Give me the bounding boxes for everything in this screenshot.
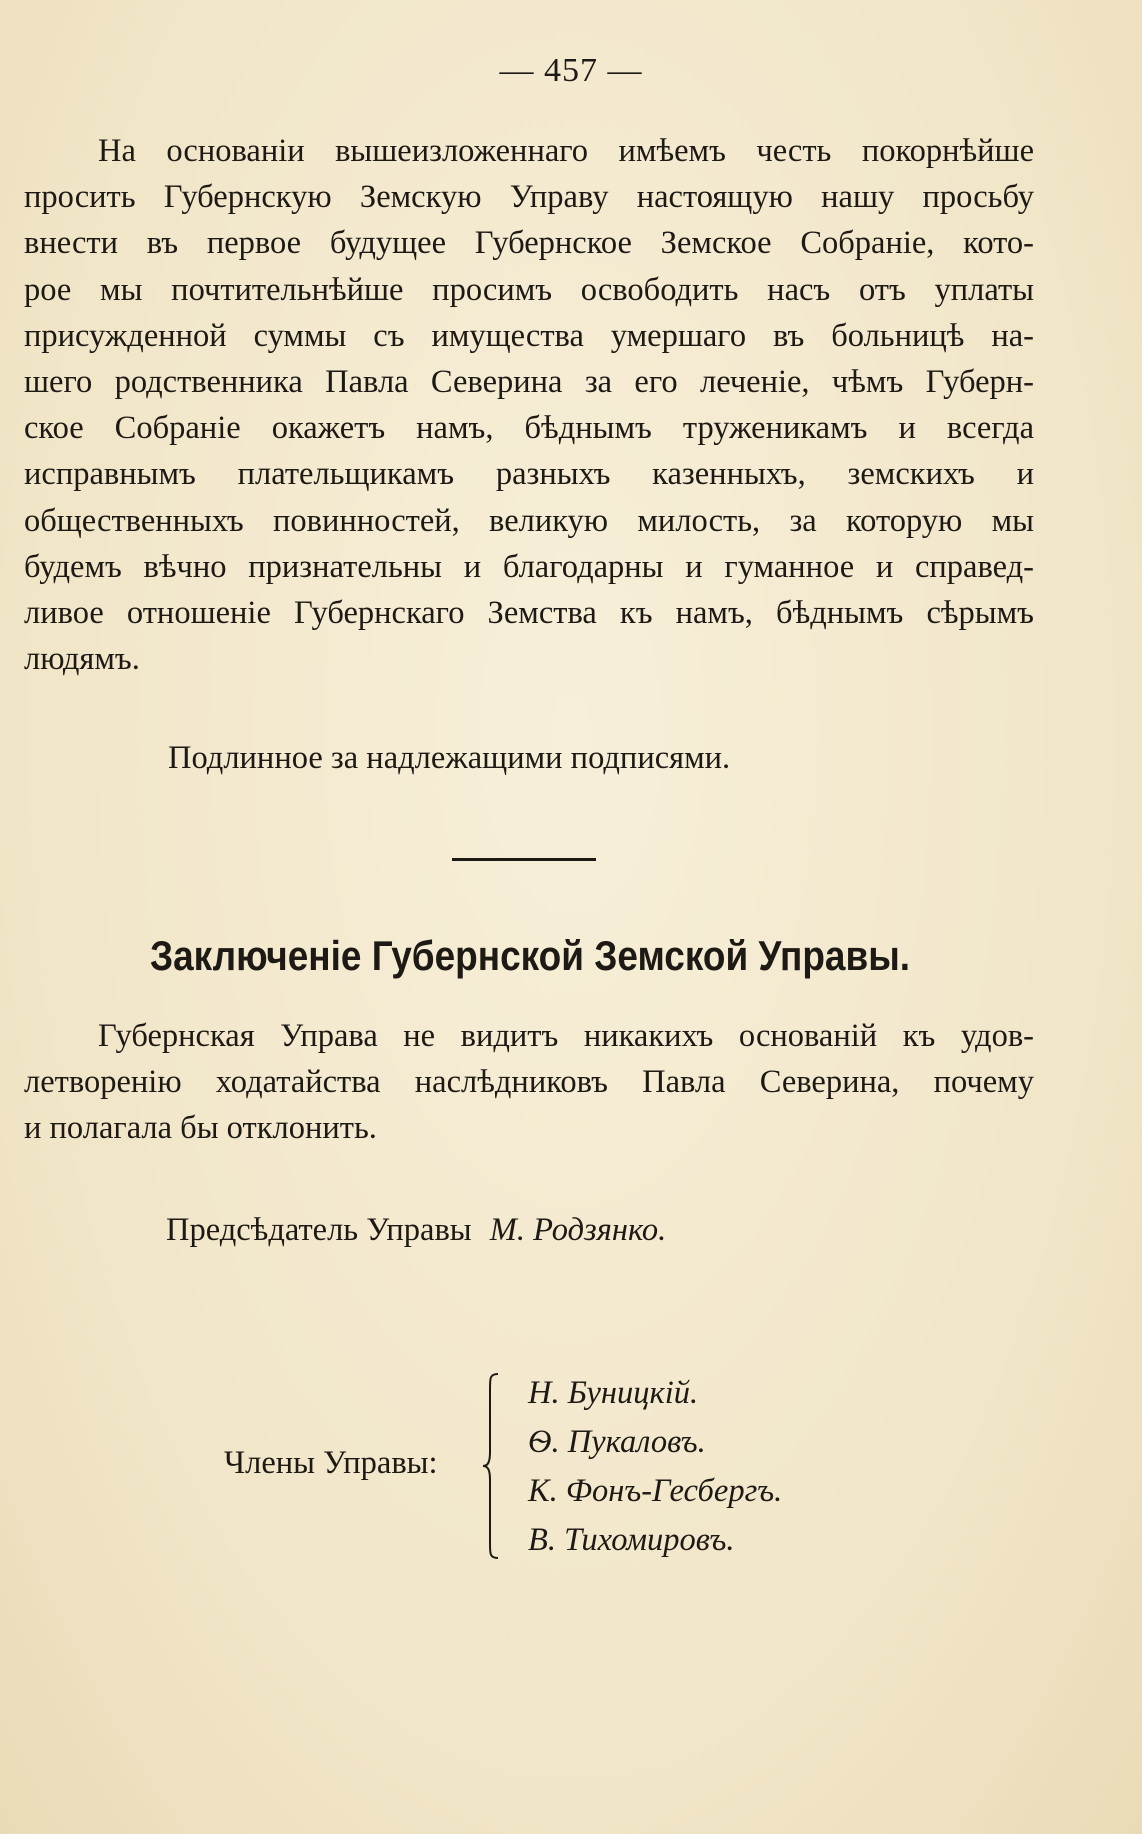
member-signature: В. Тихомировъ. — [528, 1522, 735, 1558]
page-number: — 457 — — [499, 52, 643, 89]
paragraph-line: будемъ вѣчно признательны и благодарны и гуманное и справед- — [24, 548, 1034, 585]
curly-brace-icon — [482, 1372, 502, 1560]
paragraph-line: просить Губернскую Земскую Управу настоящую нашу просьбу — [24, 179, 1034, 216]
attestation-note: Подлинное за надлежащими подписями. — [168, 740, 731, 776]
paragraph-line: летворенію ходатайства наслѣдниковъ Павла Северина, почему — [24, 1064, 1034, 1101]
section-divider — [452, 858, 596, 861]
paragraph-line: внести въ первое будущее Губернское Земское Собраніе, кото- — [24, 225, 1034, 262]
chairman-signature-line — [166, 1212, 666, 1249]
member-signature: Н. Буницкій. — [528, 1375, 699, 1411]
conclusion-paragraph — [24, 1013, 1034, 1152]
paragraph-line: ливое отношеніе Губернскаго Земства къ намъ, бѣднымъ сѣрымъ — [24, 595, 1034, 632]
chairman-signature: М. Родзянко. — [489, 1212, 667, 1248]
paragraph-line: Губернская Управа не видитъ никакихъ основаній къ удов- — [98, 1018, 1034, 1054]
paragraph-line: ское Собраніе окажетъ намъ, бѣднымъ труженикамъ и всегда — [24, 410, 1034, 447]
paragraph-line: и полагала бы отклонить. — [24, 1110, 377, 1147]
member-signature: К. Фонъ-Гесбергъ. — [528, 1473, 783, 1509]
section-heading: Заключеніе Губернской Земской Управы. — [149, 932, 911, 979]
paragraph-line: присужденной суммы съ имущества умершаго въ больницѣ на- — [24, 317, 1034, 354]
paragraph-line: рое мы почтительнѣйше просимъ освободить насъ отъ уплаты — [24, 271, 1034, 308]
members-list — [528, 1369, 782, 1565]
paragraph-line: На основаніи вышеизложеннаго имѣемъ честь покорнѣйше — [98, 133, 1034, 169]
member-signature: Ѳ. Пукаловъ. — [528, 1424, 706, 1460]
paragraph-line: людямъ. — [24, 641, 140, 678]
members-label: Члены Управы: — [224, 1445, 438, 1481]
paragraph-line: шего родственника Павла Северина за его леченіе, чѣмъ Губерн- — [24, 364, 1034, 401]
petition-paragraph — [24, 128, 1034, 682]
paragraph-line: общественныхъ повинностей, великую милость, за которую мы — [24, 502, 1034, 539]
paragraph-line: исправнымъ плательщикамъ разныхъ казенныхъ, земскихъ и — [24, 456, 1034, 493]
chairman-label: Предсѣдатель Управы — [166, 1212, 472, 1248]
